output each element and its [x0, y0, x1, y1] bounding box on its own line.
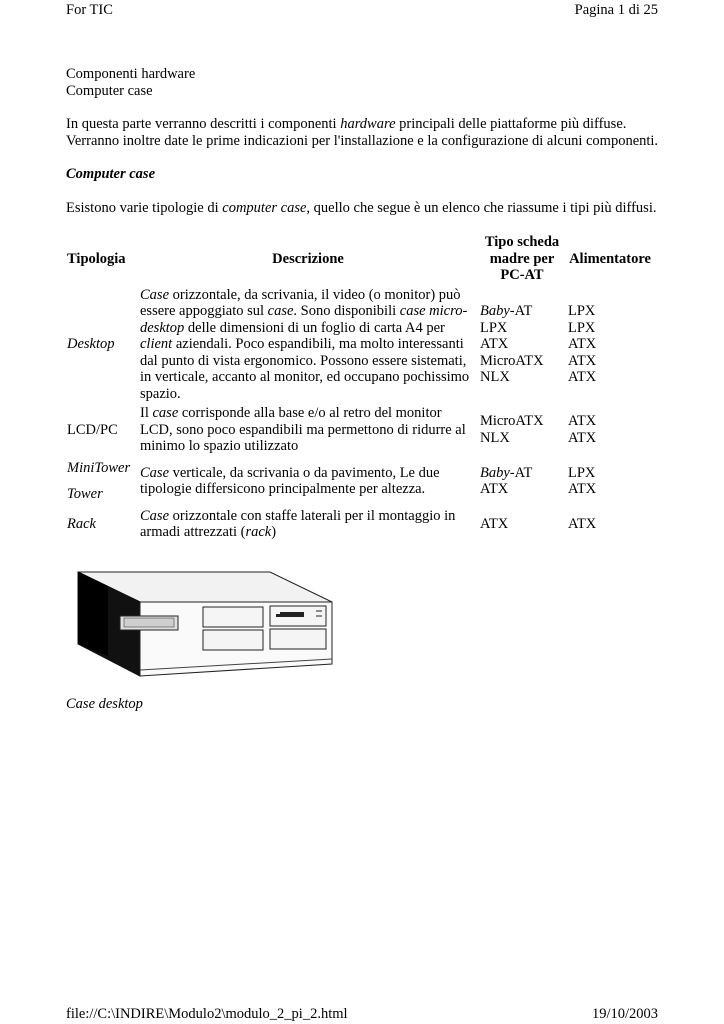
list-item: ATX [568, 352, 597, 369]
cell-scheda-rack: ATX [480, 515, 509, 532]
cell-tipologia-tower [65, 456, 138, 507]
desc-rack-2: orizzontale con staffe laterali per il montaggio in armadi attrezzati ( [140, 507, 456, 540]
tipologia-tower: Tower [67, 486, 103, 502]
page-header-right: Pagina 1 di 25 [574, 2, 658, 18]
desc-lcd-2: case [152, 405, 179, 421]
cell-tipologia-rack [65, 507, 138, 542]
desc-lcd-3: corrisponde alla base e/o al retro del monitor LCD, sono poco espandibili ma permettono di ridurre al minimo lo spazio utilizzato [140, 405, 466, 454]
desc-desktop-1: Case [140, 286, 169, 303]
case-desktop-illustration [70, 564, 666, 689]
desc-rack-4: ) [271, 524, 277, 540]
table-header-row [65, 233, 654, 285]
intro-text-2: principali delle piattaforme più diffuse. Verranno inoltre date le prime indicazioni per l'installazione e la configurazione di alcuni componenti. [66, 116, 659, 149]
desc-rack-3: rack [245, 524, 272, 540]
table-row-tower [65, 456, 654, 507]
list-item: ATX [568, 336, 597, 352]
section-heading: Computer case [66, 166, 156, 182]
list-intro-emphasis: computer case [222, 199, 307, 216]
list-item [480, 465, 564, 482]
scheda-tower-baby-em: Baby [480, 464, 510, 481]
desc-desktop-6: delle dimensioni di un foglio di carta A4 per [184, 319, 445, 336]
scheda-baby-rest: -AT [509, 303, 533, 319]
list-item: ATX [568, 413, 597, 430]
desc-tower-2: verticale, da scrivania o da pavimento, Le due tipologie differsicono principalmente per altezza. [140, 464, 440, 497]
cell-tipologia-lcd: LCD/PC [67, 421, 118, 438]
case-types-table [65, 233, 654, 542]
tipologia-desktop: Desktop [67, 336, 115, 352]
list-item: LPX [480, 319, 508, 336]
list-intro-text-1: Esistono varie tipologie di [66, 199, 223, 216]
document-body [66, 66, 666, 713]
list-item: LPX [568, 319, 596, 336]
cell-desc-desktop [138, 285, 478, 405]
cell-alimentatore-tower [566, 456, 654, 507]
desktop-case-drawing [70, 564, 340, 684]
desc-lcd-1: Il [140, 405, 153, 421]
cell-tipologia-desktop [65, 285, 138, 405]
intro-text-1: In questa parte verranno descritti i componenti [66, 116, 341, 132]
cell-desc-lcd [138, 404, 478, 456]
desc-desktop-4: . Sono disponibili [293, 303, 400, 319]
table-row-rack [65, 507, 654, 542]
table-row-lcd [65, 404, 654, 456]
page-footer-right: 19/10/2003 [591, 1006, 658, 1022]
title-line-2: Computer case [66, 82, 153, 99]
desc-tower-1: Case [140, 464, 169, 481]
page-header-left: For TIC [66, 2, 113, 18]
intro-paragraph [66, 116, 666, 149]
header-scheda: Tipo scheda madre per PC-AT [484, 234, 560, 283]
cell-alimentatore-lcd [566, 404, 654, 456]
header-tipologia: Tipologia [67, 250, 126, 267]
list-item: MicroATX [480, 352, 544, 369]
cell-alimentatore-rack: ATX [568, 515, 597, 532]
desc-desktop-3: case [267, 303, 294, 319]
list-item: ATX [568, 481, 597, 497]
document-title [66, 66, 666, 99]
list-item: ATX [480, 336, 509, 352]
list-intro-text-2: , quello che segue è un elenco che riassume i tipi più diffusi. [306, 199, 657, 216]
cell-scheda-tower [478, 456, 566, 507]
desc-rack-1: Case [140, 507, 169, 524]
figure-caption: Case desktop [66, 696, 143, 712]
list-item: LPX [568, 303, 596, 319]
list-item: NLX [480, 369, 510, 385]
desc-desktop-5: case micro-desktop [140, 303, 468, 336]
list-item: LPX [568, 464, 596, 481]
cell-scheda-desktop [478, 285, 566, 405]
tipologia-rack: Rack [67, 515, 96, 532]
cell-desc-tower [138, 456, 478, 507]
desc-desktop-2: orizzontale, da scrivania, il video (o monitor) può essere appoggiato sul [140, 286, 461, 319]
list-item [480, 303, 564, 320]
tipologia-minitower: MiniTower [67, 459, 131, 476]
table-row-desktop [65, 285, 654, 405]
intro-emphasis: hardware [340, 116, 396, 132]
scheda-tower-baby-rest: -AT [509, 464, 533, 481]
list-item: NLX [480, 429, 510, 446]
list-item: ATX [480, 481, 509, 497]
page-footer-left: file://C:\INDIRE\Modulo2\modulo_2_pi_2.html [66, 1006, 348, 1022]
cell-alimentatore-desktop [566, 285, 654, 405]
scheda-baby-em: Baby [480, 303, 510, 319]
desc-desktop-8: aziendali. Poco espandibili, ma molto interessanti dal punto di vista ergonomico. Possono essere sistemati, in verticale, accanto al monitor, ed occupano pochissimo spazio. [140, 336, 470, 402]
list-intro-paragraph [66, 200, 666, 217]
desc-desktop-7: client [140, 336, 173, 352]
header-descrizione: Descrizione [272, 250, 344, 267]
header-alimentatore: Alimentatore [569, 250, 651, 267]
cell-desc-rack [138, 507, 478, 542]
cell-scheda-lcd [478, 404, 566, 456]
list-item: ATX [568, 429, 597, 446]
title-line-1: Componenti hardware [66, 66, 196, 82]
list-item: MicroATX [480, 413, 544, 430]
list-item: ATX [568, 369, 597, 385]
